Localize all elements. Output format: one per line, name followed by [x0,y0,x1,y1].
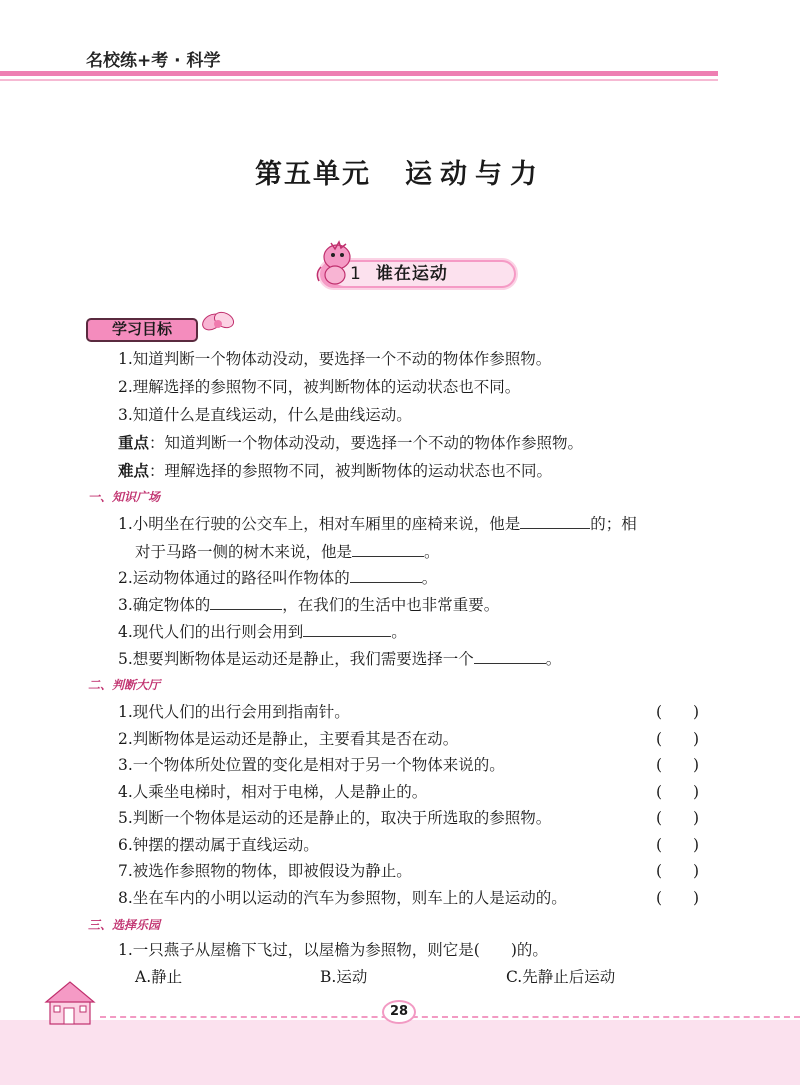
key-point-label: 重点 [118,434,150,452]
answer-paren[interactable]: ( ) [656,756,700,774]
unit-number: 第五单元 [255,159,371,190]
answer-paren[interactable]: ( ) [656,703,700,721]
header-rule [0,71,718,76]
answer-paren[interactable]: ( ) [656,889,700,907]
footer-band [0,1020,800,1085]
page-number: 28 [389,1004,409,1019]
lesson-name: 谁在运动 [375,264,448,284]
question-text: 的；相 [590,515,637,533]
answer-paren[interactable]: ( ) [656,783,700,801]
section-heading: 三、选择乐园 [88,918,161,932]
unit-title [0,152,800,191]
question-text: 4.现代人们的出行则会用到 [118,623,304,641]
question-text: 对于马路一侧的树木来说，他是 [135,543,353,561]
question-item-cont [135,540,440,562]
question-text: ，在我们的生活中也非常重要。 [282,596,500,614]
series-title: 名校练+考 · 科学 [86,51,221,71]
judge-item: 7.被选作参照物的物体，即被假设为静止。 [118,862,412,880]
question-item [118,620,407,642]
question-item [118,512,637,534]
flower-icon [198,306,238,344]
lesson-title [350,262,448,286]
goal-item: 3.知道什么是直线运动，什么是曲线运动。 [118,406,412,424]
key-point [118,433,583,453]
answer-blank[interactable] [352,540,424,557]
question-item [118,566,437,588]
judge-item: 1.现代人们的出行会用到指南针。 [118,703,350,721]
answer-blank[interactable] [520,512,590,529]
question-text: 。 [421,569,438,587]
difficulty-text: ：理解选择的参照物不同，被判断物体的运动状态也不同。 [149,462,553,480]
question-text: 2.运动物体通过的路径叫作物体的 [118,569,350,587]
answer-paren[interactable]: ( ) [656,730,700,748]
castle-icon [42,978,102,1030]
lesson-number: 1 [350,264,362,284]
answer-blank[interactable] [350,566,422,583]
choice-question: 1.一只燕子从屋檐下飞过，以屋檐为参照物，则它是( )的。 [118,941,548,959]
answer-paren[interactable]: ( ) [656,862,700,880]
key-point-text: ：知道判断一个物体动没动，要选择一个不动的物体作参照物。 [149,434,584,452]
judge-item: 8.坐在车内的小明以运动的汽车为参照物，则车上的人是运动的。 [118,889,567,907]
question-text: 3.确定物体的 [118,596,211,614]
answer-blank[interactable] [474,647,546,664]
footer-dashed-line [100,1016,800,1018]
question-item [118,647,561,669]
header-rule-thin [0,79,718,81]
question-item [118,593,499,615]
unit-topic: 运动与力 [405,159,545,190]
option-b[interactable]: B.运动 [320,968,368,986]
judge-item: 5.判断一个物体是运动的还是静止的，取决于所选取的参照物。 [118,809,552,827]
answer-blank[interactable] [303,620,391,637]
answer-paren[interactable]: ( ) [656,809,700,827]
section-heading: 一、知识广场 [88,490,161,504]
judge-item: 4.人乘坐电梯时，相对于电梯，人是静止的。 [118,783,428,801]
answer-blank[interactable] [210,593,282,610]
question-text: 。 [424,543,440,561]
judge-item: 2.判断物体是运动还是静止，主要看其是否在动。 [118,730,459,748]
goal-item: 1.知道判断一个物体动没动，要选择一个不动的物体作参照物。 [118,350,552,368]
section-heading: 二、判断大厅 [88,678,161,692]
goal-item: 2.理解选择的参照物不同，被判断物体的运动状态也不同。 [118,378,521,396]
difficulty-point [118,461,552,481]
difficulty-label: 难点 [118,462,150,480]
option-a[interactable]: A.静止 [135,968,183,986]
question-text: 。 [391,623,407,641]
judge-item: 6.钟摆的摆动属于直线运动。 [118,836,319,854]
judge-item: 3.一个物体所处位置的变化是相对于另一个物体来说的。 [118,756,505,774]
goals-label: 学习目标 [111,320,172,338]
question-text: 5.想要判断物体是运动还是静止，我们需要选择一个 [118,650,474,668]
option-c[interactable]: C.先静止后运动 [506,968,616,986]
question-text: 。 [545,650,562,668]
question-text: 1.小明坐在行驶的公交车上，相对车厢里的座椅来说，他是 [118,515,521,533]
answer-paren[interactable]: ( ) [656,836,700,854]
